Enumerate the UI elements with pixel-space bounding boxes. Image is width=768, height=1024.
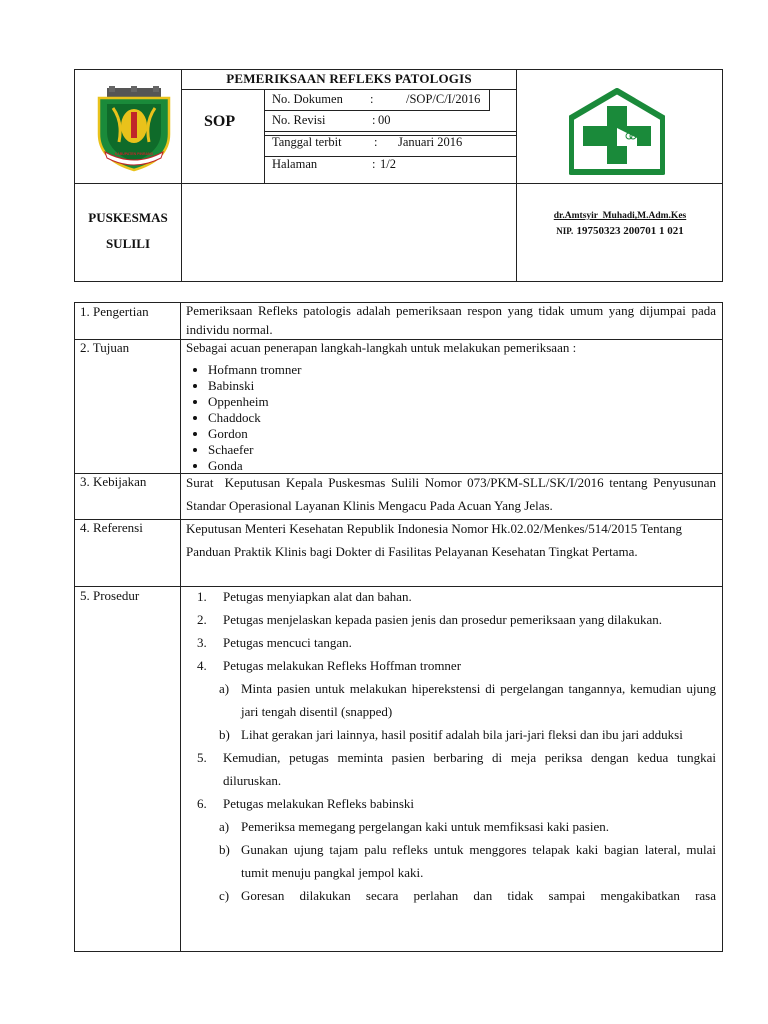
prosedur-steps	[181, 585, 716, 907]
meta-value: Januari 2016	[398, 135, 463, 149]
substep-letter: c)	[219, 888, 230, 903]
step-item	[181, 585, 716, 608]
nip-label: NIP.	[556, 226, 574, 236]
step-number: 2.	[197, 612, 207, 627]
step-text: Petugas menyiapkan alat dan bahan.	[223, 589, 412, 604]
meta-value: 00	[378, 113, 391, 127]
meta-label: No. Revisi	[272, 113, 326, 127]
meta-sep: :	[372, 113, 376, 127]
substep-letter: b)	[219, 842, 230, 857]
meta-label: No. Dokumen	[272, 92, 343, 106]
substep-letter: a)	[219, 819, 230, 834]
row-label-referensi: 4. Referensi	[80, 520, 143, 535]
emblem-caption: KABUPATEN PINRANG	[114, 152, 154, 156]
step-text: Petugas menjelaskan kepada pasien jenis dan prosedur pemeriksaan yang dilakukan.	[223, 612, 662, 627]
org-name	[75, 205, 181, 257]
tujuan-list	[182, 362, 728, 474]
step-text: Petugas mencuci tangan.	[223, 635, 352, 650]
step-item	[181, 746, 716, 792]
substep-text: Lihat gerakan jari lainnya, hasil positif adalah bila jari-jari fleksi dan ibu jari adduksi	[241, 727, 683, 742]
step-number: 1.	[197, 589, 207, 604]
list-item: • Gordon	[208, 426, 728, 442]
substep-item	[181, 838, 716, 884]
list-item: • Gonda	[208, 458, 728, 474]
meta-value: /SOP/C/I/2016	[406, 92, 481, 106]
org-line1: PUSKESMAS	[88, 210, 168, 225]
meta-row-dokumen	[272, 92, 502, 107]
substep-item	[181, 815, 716, 838]
substep-letter: b)	[219, 727, 230, 742]
sop-label: SOP	[204, 113, 236, 130]
meta-sep: :	[370, 92, 374, 106]
nip-value: 19750323 200701 1 021	[576, 225, 684, 237]
step-item	[181, 608, 716, 631]
step-number: 6.	[197, 796, 207, 811]
row-label-kebijakan: 3. Kebijakan	[80, 474, 147, 489]
org-line2: SULILI	[105, 236, 151, 251]
substep-item	[181, 884, 716, 907]
substep-text: Pemeriksa memegang pergelangan kaki untuk memfiksasi kaki pasien.	[241, 819, 609, 834]
list-item: • Oppenheim	[208, 394, 728, 410]
substep-letter: a)	[219, 681, 230, 696]
row-label-prosedur: 5. Prosedur	[80, 588, 140, 603]
step-text: Petugas melakukan Refleks Hoffman tromner	[223, 658, 462, 673]
signer-name: dr.Amtsyir Muhadi,M.Adm.Kes	[553, 211, 687, 221]
meta-sep: :	[372, 157, 376, 171]
list-item: • Babinski	[208, 378, 728, 394]
list-item: • Schaefer	[208, 442, 728, 458]
substep-item	[181, 677, 716, 723]
document-title: PEMERIKSAAN REFLEKS PATOLOGIS	[226, 71, 472, 86]
row-label-tujuan: 2. Tujuan	[80, 340, 130, 355]
step-item	[181, 654, 716, 677]
puskesmas-cross-icon	[569, 88, 665, 176]
substep-text: Gunakan ujung tajam palu refleks untuk menggores telapak kaki bagian lateral, mulai tumit menuju pangkal jempol kaki.	[241, 842, 716, 880]
row-text-referensi: Keputusan Menteri Kesehatan Republik Indonesia Nomor Hk.02.02/Menkes/514/2015 Tentang Panduan Praktik Klinis bagi Dokter di Fasilitas Pelayanan Kesehatan Tingkat Pertama.	[186, 521, 683, 559]
step-number: 3.	[197, 635, 207, 650]
signer-nip	[517, 222, 723, 238]
step-item	[181, 792, 716, 815]
meta-row-halaman	[272, 157, 502, 172]
regional-emblem-icon	[95, 86, 173, 172]
meta-label: Halaman	[272, 157, 318, 171]
row-text-pengertian: Pemeriksaan Refleks patologis adalah pemeriksaan respon yang tidak umum yang dijumpai pada individu normal.	[186, 303, 716, 337]
row-text-kebijakan: Surat Keputusan Kepala Puskesmas Sulili Nomor 073/PKM-SLL/SK/I/2016 tentang Penyusunan Standar Operasional Layanan Klinis Mengacu Pada Acuan Yang Jelas.	[186, 475, 720, 513]
row-label-pengertian: 1. Pengertian	[80, 304, 149, 319]
step-text: Petugas melakukan Refleks babinski	[223, 796, 414, 811]
meta-row-revisi	[272, 113, 502, 128]
substep-text: Goresan dilakukan secara perlahan dan tidak sampai mengakibatkan rasa	[241, 888, 716, 903]
substep-item	[181, 723, 716, 746]
list-item: • Hofmann tromner	[208, 362, 728, 378]
step-text: Kemudian, petugas meminta pasien berbaring di meja periksa dengan kedua tungkai diluruskan.	[223, 750, 716, 788]
meta-label: Tanggal terbit	[272, 135, 342, 149]
step-item	[181, 631, 716, 654]
meta-row-tanggal	[272, 135, 502, 150]
step-number: 4.	[197, 658, 207, 673]
meta-sep: :	[374, 135, 378, 149]
substep-text: Minta pasien untuk melakukan hiperekstensi di pergelangan tangannya, kemudian ujung jari tengah disentil (snapped)	[241, 681, 716, 719]
step-number: 5.	[197, 750, 207, 765]
meta-value: 1/2	[380, 157, 396, 171]
row-text-tujuan-intro: Sebagai acuan penerapan langkah-langkah untuk melakukan pemeriksaan :	[186, 340, 577, 355]
list-item: • Chaddock	[208, 410, 728, 426]
